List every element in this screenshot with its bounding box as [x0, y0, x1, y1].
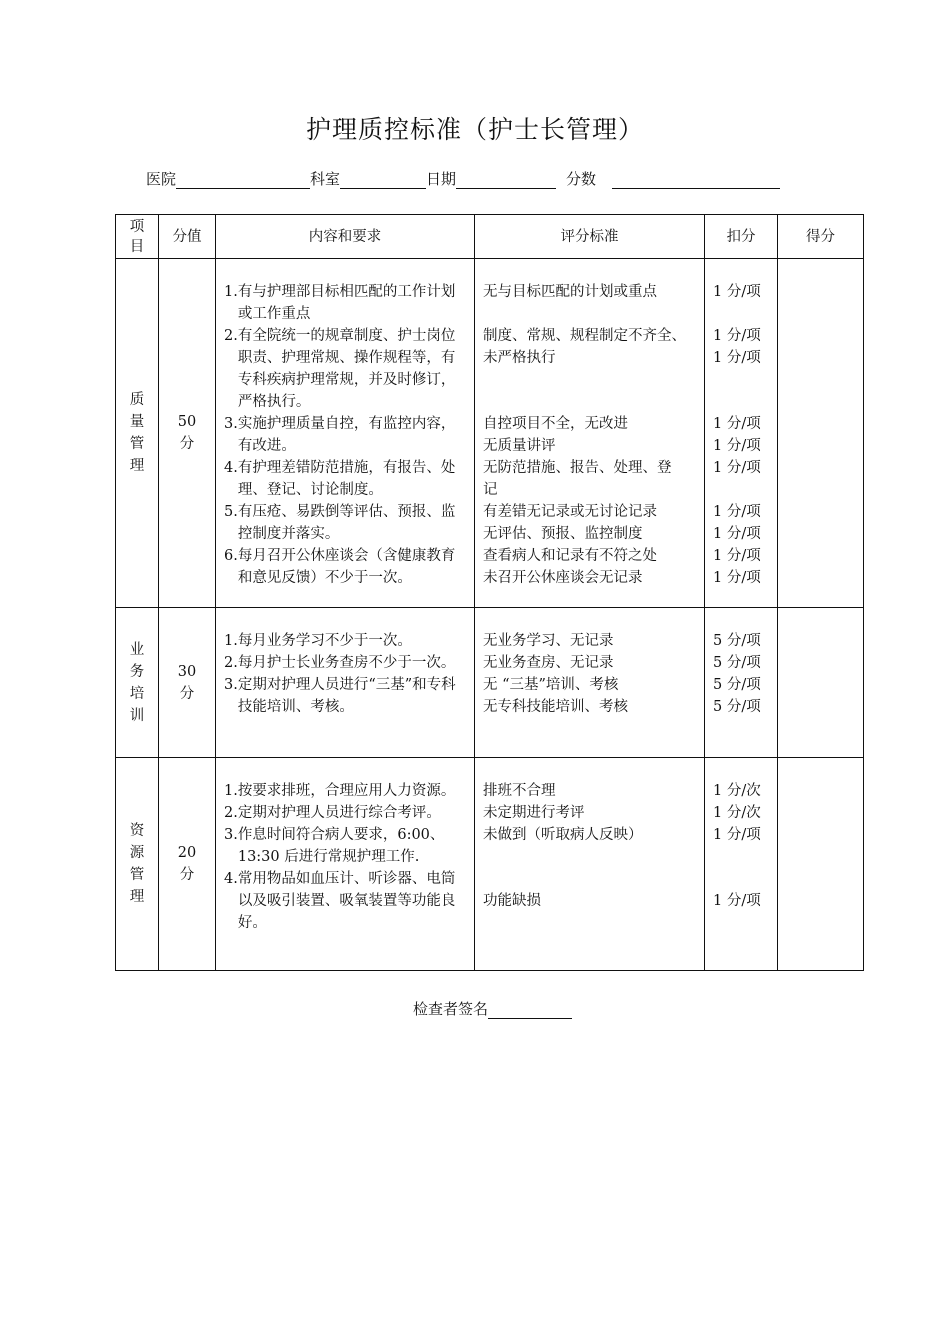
requirement-item	[224, 281, 468, 325]
criteria-line	[483, 391, 698, 413]
deduction-line: 1 分/项	[713, 438, 761, 454]
deduction-line	[713, 391, 777, 413]
criteria-line: 无评估、预报、监控制度	[483, 526, 643, 542]
quality-control-table	[115, 214, 864, 971]
score-field[interactable]	[612, 172, 780, 189]
requirements-cell	[216, 259, 475, 608]
row-value	[159, 758, 216, 971]
criteria-line: 无防范措施、报告、处理、登	[483, 460, 672, 476]
row-item-char: 量	[129, 414, 145, 430]
deduction-line	[713, 369, 777, 391]
col-header-item: 项 目	[116, 215, 159, 259]
page-title: 护理质控标准（护士长管理）	[305, 115, 644, 144]
deduction-line: 1 分/次	[713, 805, 761, 821]
requirement-item	[224, 457, 468, 501]
requirements-cell	[216, 758, 475, 971]
criteria-line	[483, 303, 698, 325]
criteria-cell	[475, 608, 705, 758]
row-item	[116, 758, 159, 971]
row-value-part: 30	[177, 663, 197, 680]
row-item-char: 资	[129, 823, 145, 839]
row-value-part: 20	[177, 845, 197, 861]
deduction-line: 5 分/项	[713, 633, 761, 649]
requirement-number: 6.	[224, 548, 238, 564]
row-item-char: 源	[129, 845, 145, 861]
col-header-score: 得分	[778, 215, 864, 259]
requirement-number: 3.	[224, 827, 238, 843]
requirement-text: 有全院统一的规章制度、护士岗位职责、护理常规、操作规程等，有专科疾病护理常规，并及时修订，严格执行。	[237, 328, 456, 410]
deduction-line	[713, 303, 777, 325]
row-item-char: 训	[129, 707, 145, 724]
deduction-line: 1 分/项	[713, 460, 761, 476]
requirement-number: 2.	[224, 328, 238, 344]
deduction-line: 1 分/项	[713, 827, 761, 843]
signature-line	[413, 998, 572, 1019]
criteria-cell	[475, 758, 705, 971]
requirement-number: 4.	[224, 460, 238, 476]
row-item-char: 务	[129, 663, 145, 680]
requirement-item	[224, 652, 468, 674]
signature-field[interactable]	[488, 1002, 572, 1019]
row-value-part: 分	[179, 867, 195, 883]
criteria-line: 自控项目不全，无改进	[483, 416, 628, 432]
deduction-line	[713, 479, 777, 501]
deduction-line: 1 分/项	[713, 548, 761, 564]
row-value-part: 50	[177, 414, 197, 430]
criteria-line: 无业务学习、无记录	[483, 633, 614, 649]
requirement-text: 每月召开公休座谈会（含健康教育和意见反馈）不少于一次。	[237, 548, 456, 586]
criteria-line	[483, 846, 698, 868]
date-field[interactable]	[456, 172, 556, 189]
criteria-line	[483, 868, 698, 890]
requirement-item	[224, 413, 468, 457]
row-item-char: 业	[129, 641, 145, 658]
requirement-text: 作息时间符合病人要求，6:00、13:30 后进行常规护理工作.	[237, 827, 445, 865]
requirement-text: 定期对护理人员进行“三基”和专科技能培训、考核。	[237, 677, 456, 715]
form-header	[146, 168, 780, 189]
criteria-line: 未召开公休座谈会无记录	[483, 570, 643, 586]
date-label: 日期	[426, 170, 457, 188]
requirement-text: 有压疮、易跌倒等评估、预报、监控制度并落实。	[237, 504, 456, 542]
criteria-line: 无专科技能培训、考核	[483, 699, 628, 715]
requirement-number: 2.	[224, 655, 238, 671]
criteria-line: 功能缺损	[483, 893, 541, 909]
row-item-char: 管	[129, 867, 145, 883]
criteria-line	[483, 369, 698, 391]
requirement-text: 有护理差错防范措施，有报告、处理、登记、讨论制度。	[237, 460, 456, 498]
requirement-text: 按要求排班，合理应用人力资源。	[237, 783, 456, 799]
criteria-line: 排班不合理	[483, 783, 556, 799]
score-cell[interactable]	[778, 259, 864, 608]
criteria-line: 制度、常规、规程制定不齐全、	[483, 328, 686, 344]
requirement-number: 3.	[224, 677, 238, 693]
requirement-item	[224, 545, 468, 589]
criteria-cell	[475, 259, 705, 608]
row-item-char: 理	[129, 458, 145, 474]
row-item	[116, 259, 159, 608]
col-header-criteria: 评分标准	[475, 215, 705, 259]
criteria-line: 记	[483, 482, 498, 498]
requirement-number: 4.	[224, 871, 238, 887]
criteria-line: 无 “三基”培训、考核	[483, 677, 619, 693]
requirement-number: 3.	[224, 416, 238, 432]
requirement-text: 定期对护理人员进行综合考评。	[237, 805, 441, 821]
requirement-text: 常用物品如血压计、听诊器、电筒以及吸引装置、吸氧装置等功能良好。	[237, 871, 456, 931]
deduction-line: 1 分/项	[713, 284, 761, 300]
col-header-value: 分值	[159, 215, 216, 259]
requirement-text: 每月护士长业务查房不少于一次。	[237, 655, 456, 671]
deduction-line: 1 分/项	[713, 350, 761, 366]
col-header-deduction: 扣分	[705, 215, 778, 259]
hospital-label: 医院	[146, 170, 177, 188]
deduction-line: 1 分/次	[713, 783, 761, 799]
score-cell[interactable]	[778, 608, 864, 758]
requirement-text: 有与护理部目标相匹配的工作计划或工作重点	[237, 284, 456, 322]
department-label: 科室	[310, 170, 341, 188]
deduction-line: 1 分/项	[713, 416, 761, 432]
requirement-number: 5.	[224, 504, 238, 520]
requirements-cell	[216, 608, 475, 758]
requirement-item	[224, 780, 468, 802]
row-item-char: 培	[129, 685, 145, 702]
requirement-item	[224, 868, 468, 934]
deduction-line: 5 分/项	[713, 655, 761, 671]
deduction-line: 1 分/项	[713, 504, 761, 520]
deduction-line	[713, 846, 777, 868]
row-value	[159, 259, 216, 608]
deduction-cell	[705, 608, 778, 758]
requirement-item	[224, 630, 468, 652]
department-field[interactable]	[340, 172, 426, 189]
table-header-row	[116, 215, 864, 259]
criteria-line: 未定期进行考评	[483, 805, 585, 821]
row-item-char: 理	[129, 889, 145, 905]
deduction-line: 1 分/项	[713, 570, 761, 586]
requirement-item	[224, 501, 468, 545]
criteria-line: 有差错无记录或无讨论记录	[483, 504, 657, 520]
row-item	[116, 608, 159, 758]
deduction-line: 5 分/项	[713, 677, 761, 693]
requirement-item	[224, 802, 468, 824]
criteria-line: 未严格执行	[483, 350, 556, 366]
criteria-line: 未做到（听取病人反映）	[483, 827, 643, 843]
hospital-field[interactable]	[176, 172, 310, 189]
deduction-line	[713, 868, 777, 890]
criteria-line: 无质量讲评	[483, 438, 556, 454]
signature-label: 检查者签名	[413, 1000, 489, 1018]
table-row-training	[116, 608, 864, 758]
deduction-line: 1 分/项	[713, 526, 761, 542]
requirement-number: 1.	[224, 284, 238, 300]
requirement-number: 2.	[224, 805, 238, 821]
row-value	[159, 608, 216, 758]
row-item-char: 管	[129, 436, 145, 452]
deduction-cell	[705, 259, 778, 608]
table-row-quality-management	[116, 259, 864, 608]
requirement-text: 每月业务学习不少于一次。	[237, 633, 412, 649]
col-header-content: 内容和要求	[216, 215, 475, 259]
criteria-line: 查看病人和记录有不符之处	[483, 548, 657, 564]
requirement-item	[224, 674, 468, 718]
row-value-part: 分	[179, 436, 195, 452]
score-cell[interactable]	[778, 758, 864, 971]
row-item-char: 质	[129, 392, 145, 408]
deduction-cell	[705, 758, 778, 971]
criteria-line: 无业务查房、无记录	[483, 655, 614, 671]
requirement-number: 1.	[224, 783, 238, 799]
requirement-item	[224, 824, 468, 868]
row-value-part: 分	[179, 685, 195, 702]
deduction-line: 1 分/项	[713, 893, 761, 909]
deduction-line: 1 分/项	[713, 328, 761, 344]
requirement-item	[224, 325, 468, 413]
score-label: 分数	[566, 170, 597, 188]
criteria-line: 无与目标匹配的计划或重点	[483, 284, 657, 300]
requirement-number: 1.	[224, 633, 238, 649]
table-row-resource-management	[116, 758, 864, 971]
requirement-text: 实施护理质量自控，有监控内容，有改进。	[237, 416, 456, 454]
deduction-line: 5 分/项	[713, 699, 761, 715]
